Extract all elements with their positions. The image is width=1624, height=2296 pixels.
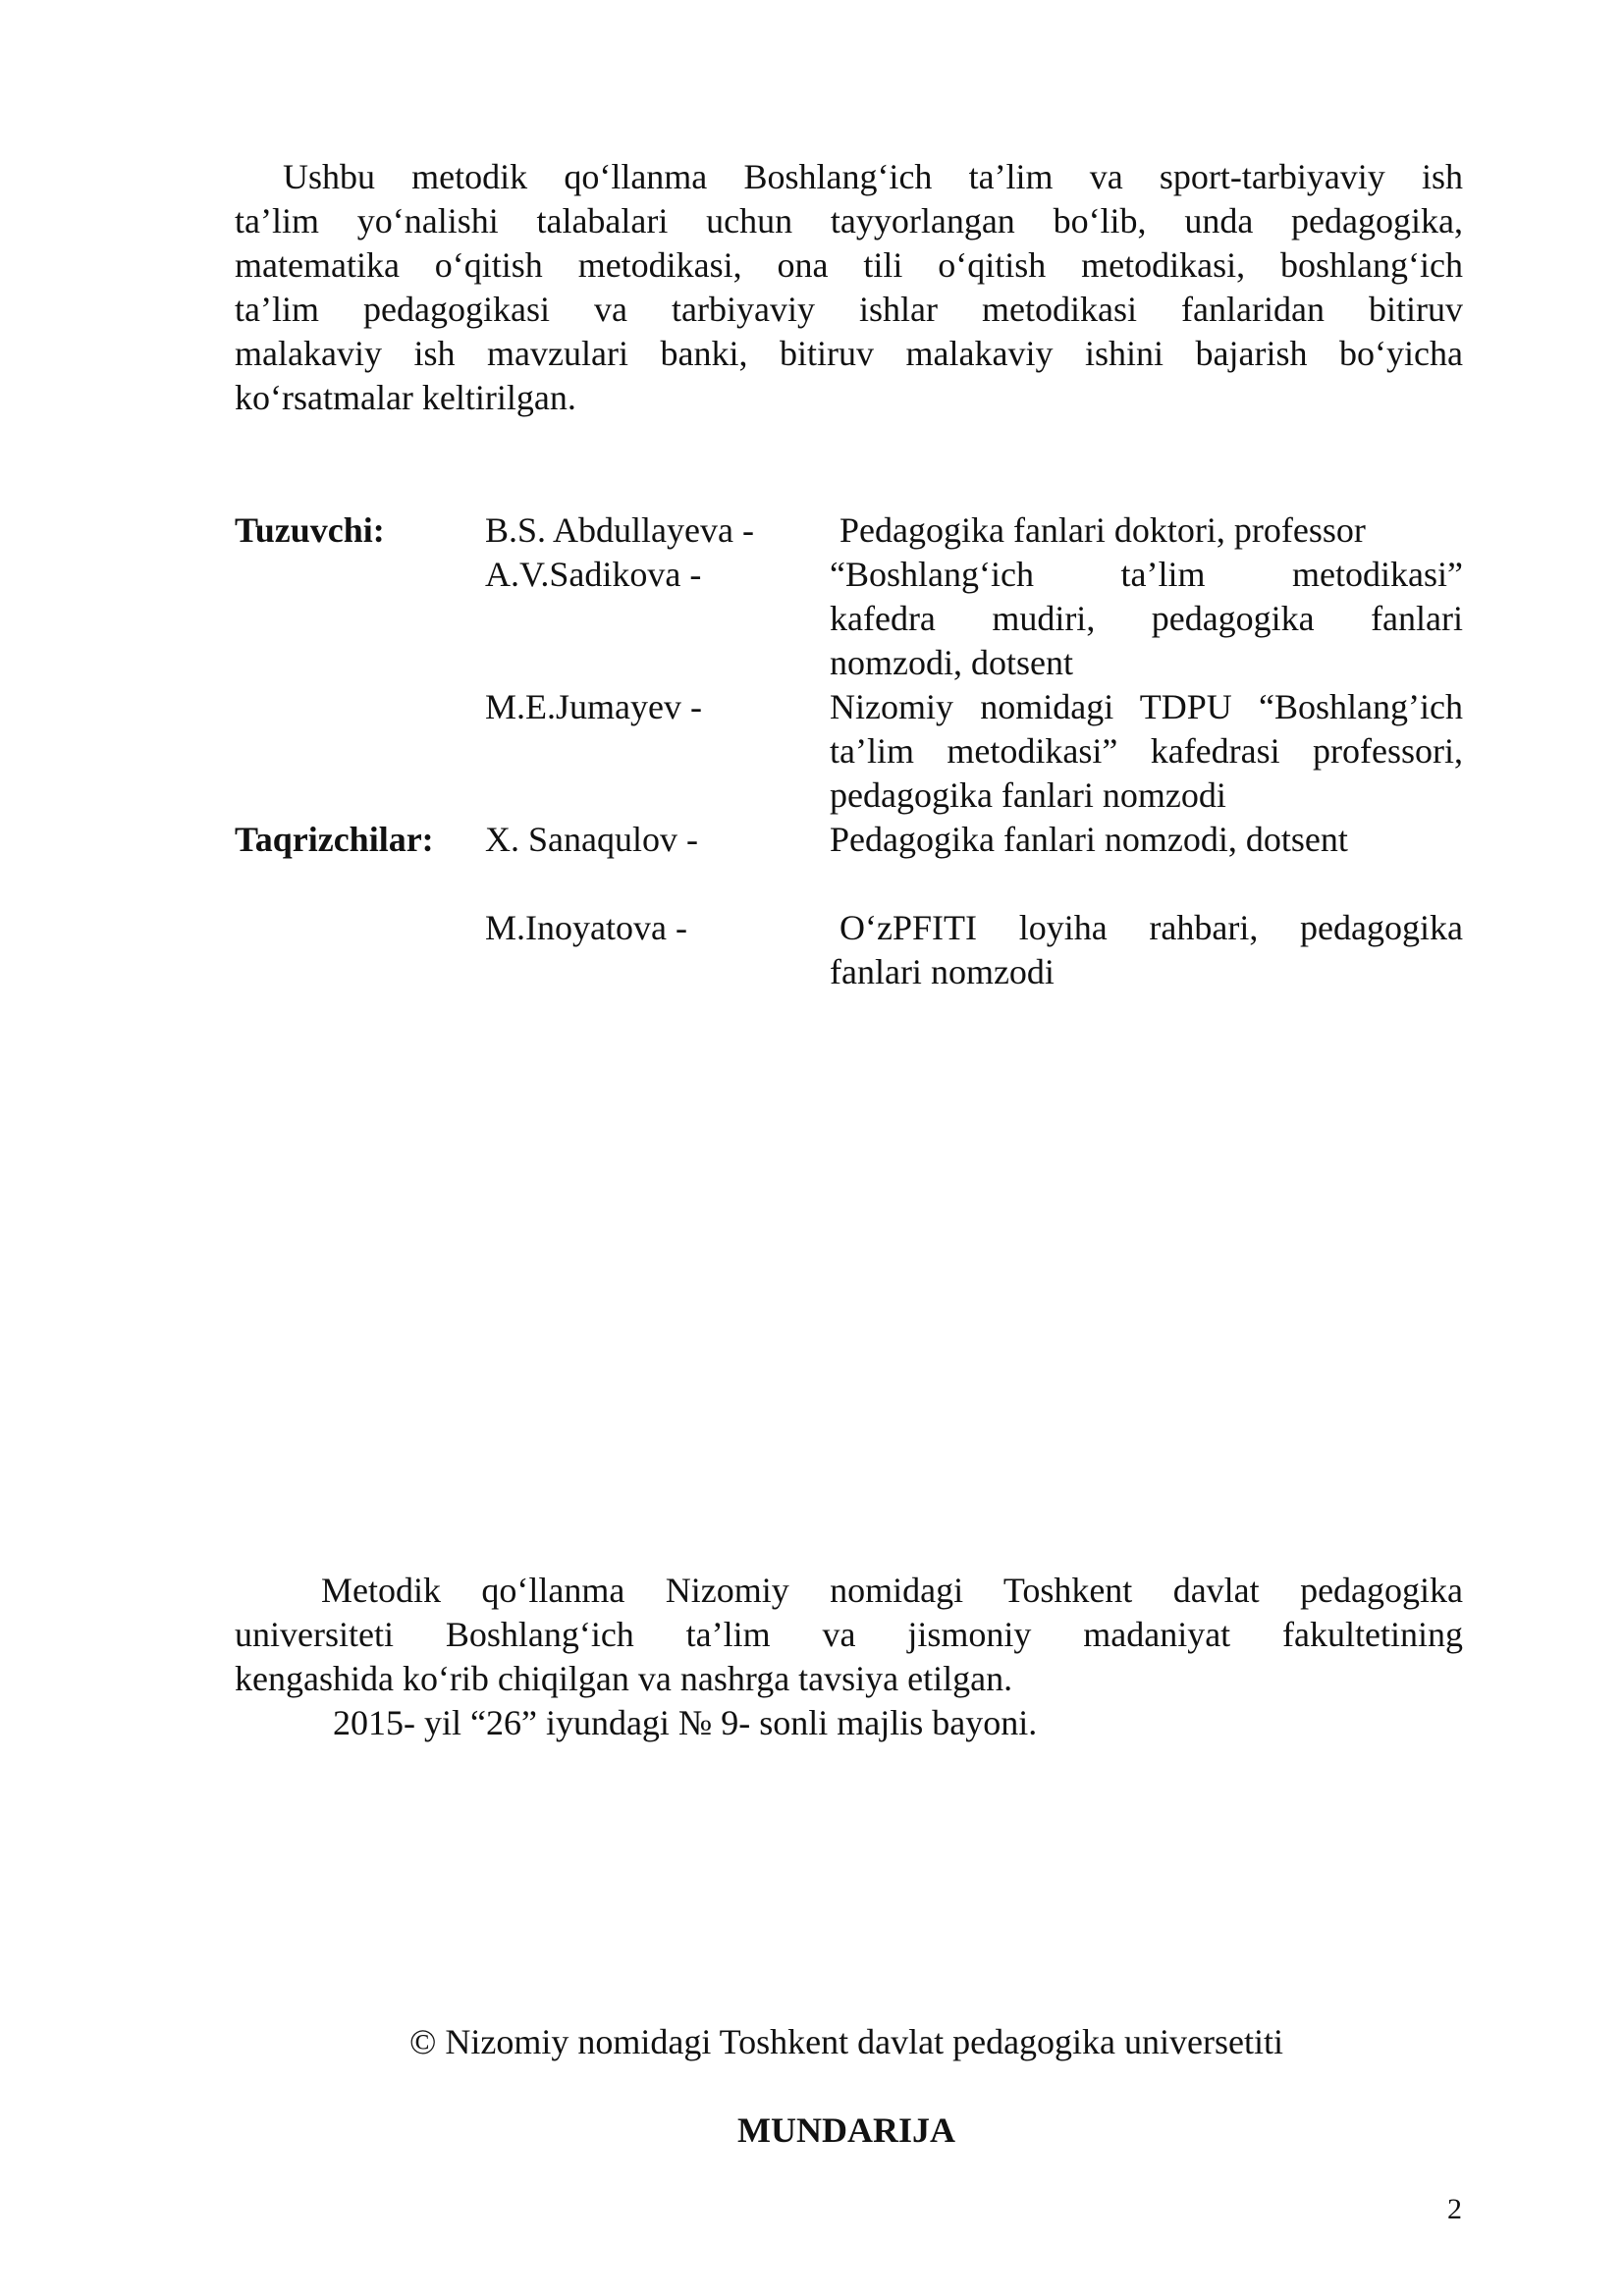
reviewer-description: fanlari nomzodi bbox=[830, 952, 1055, 991]
author-name: M.E.Jumayev - bbox=[485, 687, 702, 726]
reviewer-description: Pedagogika fanlari nomzodi, dotsent bbox=[830, 820, 1348, 859]
author-description: “Boshlang‘ich ta’lim metodikasi” bbox=[830, 555, 1463, 594]
author-description: nomzodi, dotsent bbox=[830, 643, 1073, 682]
approval-line: kengashida ko‘rib chiqilgan va nashrga tavsiya etilgan. bbox=[235, 1659, 1013, 1698]
intro-line: ko‘rsatmalar keltirilgan. bbox=[235, 378, 576, 417]
author-description: Pedagogika fanlari doktori, professor bbox=[839, 510, 1366, 550]
contents-heading: MUNDARIJA bbox=[737, 2110, 955, 2150]
intro-line: ta’lim pedagogikasi va tarbiyaviy ishlar metodikasi fanlaridan bitiruv bbox=[235, 290, 1463, 329]
approval-line: Metodik qo‘llanma Nizomiy nomidagi Toshkent davlat pedagogika bbox=[321, 1571, 1463, 1610]
reviewers-label: Taqrizchilar: bbox=[235, 820, 434, 859]
author-name: A.V.Sadikova - bbox=[485, 555, 702, 594]
page-number: 2 bbox=[1447, 2193, 1462, 2225]
approval-line: universiteti Boshlang‘ich ta’lim va jismoniy madaniyat fakultetining bbox=[235, 1615, 1463, 1654]
author-description: Nizomiy nomidagi TDPU “Boshlang’ich bbox=[830, 687, 1463, 726]
author-name: B.S. Abdullayeva - bbox=[485, 510, 754, 550]
intro-line: matematika o‘qitish metodikasi, ona tili o‘qitish metodikasi, boshlang‘ich bbox=[235, 245, 1463, 285]
intro-line: malakaviy ish mavzulari banki, bitiruv malakaviy ishini bajarish bo‘yicha bbox=[235, 334, 1463, 373]
meeting-record-line: 2015- yil “26” iyundagi № 9- sonli majlis bayoni. bbox=[333, 1703, 1038, 1742]
copyright-notice: © Nizomiy nomidagi Toshkent davlat pedagogika universetiti bbox=[409, 2022, 1283, 2061]
compilers-label: Tuzuvchi: bbox=[235, 510, 385, 550]
intro-line: Ushbu metodik qo‘llanma Boshlang‘ich ta’lim va sport-tarbiyaviy ish bbox=[283, 157, 1463, 196]
intro-line: ta’lim yo‘nalishi talabalari uchun tayyorlangan bo‘lib, unda pedagogika, bbox=[235, 201, 1463, 240]
author-description: kafedra mudiri, pedagogika fanlari bbox=[830, 599, 1463, 638]
author-description: pedagogika fanlari nomzodi bbox=[830, 775, 1226, 815]
reviewer-name: M.Inoyatova - bbox=[485, 908, 687, 947]
reviewer-description: O‘zPFITI loyiha rahbari, pedagogika bbox=[839, 908, 1463, 947]
author-description: ta’lim metodikasi” kafedrasi professori, bbox=[830, 731, 1463, 771]
reviewer-name: X. Sanaqulov - bbox=[485, 820, 698, 859]
